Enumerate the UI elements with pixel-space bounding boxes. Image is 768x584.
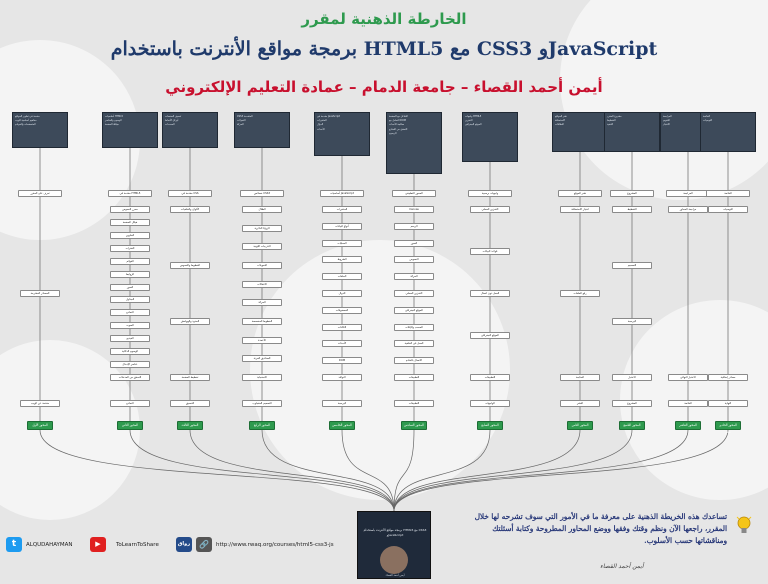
- section-label[interactable]: المحور الثامن: [567, 421, 593, 430]
- topic-node[interactable]: الظلال: [242, 206, 282, 213]
- topic-node[interactable]: التحقق من المدخلات: [110, 374, 150, 381]
- topic-node[interactable]: الاتصال بالخادم: [394, 357, 434, 364]
- instructor-photo: [380, 546, 408, 574]
- connector-line: [342, 430, 394, 511]
- end-node[interactable]: البرمجة: [322, 400, 362, 407]
- connector-line: [190, 430, 394, 511]
- topic-node[interactable]: الزوايا الدائرية: [242, 225, 282, 232]
- section-label[interactable]: المحور الثالث: [177, 421, 203, 430]
- course-card[interactable]: [357, 511, 431, 579]
- end-node[interactable]: التنسيق: [170, 400, 210, 407]
- lightbulb-icon: [736, 515, 752, 537]
- connector-line: [394, 430, 490, 511]
- topic-box[interactable]: [700, 112, 756, 152]
- topic-line: نشر المواقع: [555, 115, 567, 118]
- end-node[interactable]: المشروع: [612, 400, 652, 407]
- branch-node[interactable]: مقدمة في HTML5: [108, 190, 152, 197]
- topic-line: الموقع الجغرافي: [465, 123, 482, 127]
- section-label[interactable]: المحور الأول: [27, 421, 53, 430]
- topic-line: المتغيرات: [317, 119, 327, 123]
- topic-line: التوصيات: [703, 119, 713, 123]
- topic-node[interactable]: عناصر الإدخال: [110, 361, 150, 368]
- topic-line: المتصفحات والخوادم: [15, 123, 36, 127]
- topic-box[interactable]: [234, 112, 290, 148]
- topic-node[interactable]: التحويلات: [242, 262, 282, 269]
- topic-node[interactable]: DOM: [322, 357, 362, 364]
- topic-node[interactable]: النوافذ: [322, 374, 362, 381]
- topic-node[interactable]: الاستجابة: [242, 374, 282, 381]
- section-label[interactable]: المحور التاسع: [619, 421, 645, 430]
- branch-node[interactable]: الخاتمة: [706, 190, 750, 197]
- topic-node[interactable]: الحركة: [394, 273, 434, 280]
- topic-node[interactable]: العمل في الخلفية: [394, 340, 434, 347]
- connector-line: [394, 430, 688, 511]
- topic-node[interactable]: القوائم: [110, 258, 150, 265]
- topic-box[interactable]: [314, 112, 370, 156]
- branch-node[interactable]: المشروع: [610, 190, 654, 197]
- connector-line: [394, 430, 580, 511]
- topic-line: الاستضافة: [555, 119, 565, 123]
- topic-box[interactable]: [552, 112, 608, 152]
- connector-line: [40, 430, 394, 511]
- rwaq-label: رواق: [177, 541, 191, 547]
- topic-line: المراجعة: [663, 115, 672, 118]
- topic-node[interactable]: الصناديق المرنة: [242, 355, 282, 362]
- topic-node[interactable]: الشروط: [322, 256, 362, 263]
- section-label[interactable]: المحور العاشر: [675, 421, 701, 430]
- topic-node[interactable]: الجداول: [110, 296, 150, 303]
- title-green: الخارطة الذهنية لمقرر: [301, 10, 467, 28]
- course-card-title: برمجة مواقع الأنترنت باستخدام HTML5 مع CSS3 وJavaScript: [363, 528, 427, 537]
- topic-line: CSS3 المتقدمة: [237, 115, 253, 118]
- topic-node[interactable]: الخطوط المخصصة: [242, 318, 282, 325]
- topic-line: الاختبار: [663, 123, 670, 127]
- topic-node[interactable]: المتغيرات: [322, 206, 362, 213]
- topic-line: التحقق من النماذج: [389, 127, 408, 131]
- connector-line: [394, 430, 414, 511]
- topic-node[interactable]: الكائنات: [322, 324, 362, 331]
- topic-node[interactable]: الفيديو: [110, 335, 150, 342]
- topic-node[interactable]: التصميم: [612, 262, 652, 269]
- topic-line: واجهات HTML5: [465, 115, 482, 118]
- section-label[interactable]: المحور الرابع: [249, 421, 275, 430]
- author-line: أيمن أحمد القصاء – جامعة الدمام – عمادة التعليم الإلكتروني: [165, 78, 603, 96]
- topic-node[interactable]: المصادر المقترحة: [20, 290, 60, 297]
- topic-line: المحددات: [165, 123, 175, 127]
- topic-node[interactable]: النصوص: [394, 256, 434, 263]
- topic-line: مقدمة في تطوير المواقع: [15, 115, 40, 118]
- topic-box[interactable]: [162, 112, 218, 148]
- topic-node[interactable]: تخطيط الصفحة: [170, 374, 210, 381]
- topic-node[interactable]: الحدود والهوامش: [170, 318, 210, 325]
- topic-node[interactable]: الدوال: [322, 290, 362, 297]
- topic-line: تنسيق الصفحات: [165, 115, 182, 118]
- twitter-icon[interactable]: t: [6, 537, 22, 552]
- branch-node[interactable]: نشر الموقع: [558, 190, 602, 197]
- topic-box[interactable]: [12, 112, 68, 148]
- topic-line: مقدمة في JavaScript: [317, 115, 340, 118]
- course-url[interactable]: http://www.rwaq.org/courses/html5-css3-js: [216, 542, 334, 548]
- topic-line: التعامل مع DOM: [389, 119, 406, 123]
- branch-node[interactable]: خصائص CSS3: [240, 190, 284, 197]
- study-note: تساعدك هذه الخريطة الذهنية على معرفة ما في الأمور التي سوف تشرحه لها خلال المقرر، راجعها الآن ونظم وقتك وفقها ووضع المحاور المطروحة وكتابة أسئلتك ومناقشاتها حسب الأسلوب.: [474, 512, 727, 545]
- connector-line: [394, 430, 728, 511]
- topic-line: الرسوم: [389, 131, 397, 135]
- topic-node[interactable]: مراجعة المحاور: [668, 206, 708, 213]
- topic-node[interactable]: الأحداث: [322, 340, 362, 347]
- topic-line: أساسيات HTML5: [105, 115, 124, 118]
- topic-node[interactable]: النماذج: [110, 309, 150, 316]
- topic-node[interactable]: الاختبار النهائي: [668, 374, 708, 381]
- topic-node[interactable]: العمل دون اتصال: [470, 290, 510, 297]
- note-signature: أيمن أحمد القصاء: [600, 563, 644, 570]
- topic-node[interactable]: المتابعة: [560, 374, 600, 381]
- branch-node[interactable]: واجهات برمجية: [468, 190, 512, 197]
- topic-node[interactable]: الخطوط والنصوص: [170, 262, 210, 269]
- topic-node[interactable]: الفقرات: [110, 245, 150, 252]
- topic-node[interactable]: الألوان والخلفيات: [170, 206, 210, 213]
- topic-node[interactable]: التخطيط: [612, 206, 652, 213]
- topic-node[interactable]: الحركة: [242, 299, 282, 306]
- topic-line: الحركة: [237, 123, 244, 127]
- section-label[interactable]: المحور السابع: [477, 421, 503, 430]
- topic-node[interactable]: مصادر إضافية: [708, 374, 748, 381]
- topic-node[interactable]: الصوت: [110, 322, 150, 329]
- topic-node[interactable]: الصور: [394, 240, 434, 247]
- topic-line: الوسوم والعناصر: [105, 119, 122, 123]
- topic-box[interactable]: [462, 112, 518, 162]
- topic-node[interactable]: الرسم: [394, 223, 434, 230]
- topic-line: التخزين: [465, 119, 473, 123]
- branch-node[interactable]: المحور التطبيقي: [392, 190, 436, 197]
- youtube-label[interactable]: ToLearnToShare: [116, 542, 159, 548]
- topic-line: الدوال: [317, 123, 324, 127]
- topic-node[interactable]: الموقع الجغرافي: [470, 332, 510, 339]
- rwaq-logo[interactable]: [176, 537, 192, 552]
- end-node[interactable]: النهاية: [708, 400, 748, 407]
- topic-node[interactable]: التوصيات: [708, 206, 748, 213]
- end-node[interactable]: التطبيقات: [394, 400, 434, 407]
- topic-line: التقويم: [663, 119, 670, 123]
- topic-node[interactable]: التدرجات اللونية: [242, 243, 282, 250]
- connector-line: [262, 430, 394, 511]
- topic-node[interactable]: الروابط: [110, 271, 150, 278]
- topic-line: مفاهيم أساسية للويب: [15, 119, 37, 123]
- section-label[interactable]: المحور الخامس: [329, 421, 355, 430]
- end-node[interactable]: الواجهات: [470, 400, 510, 407]
- topic-line: مشروع المقرر: [607, 115, 622, 118]
- topic-line: الأحداث: [317, 127, 325, 131]
- topic-node[interactable]: هيكل الصفحة: [110, 219, 150, 226]
- topic-node[interactable]: محرر النصوص: [110, 206, 150, 213]
- section-label[interactable]: المحور الثاني: [117, 421, 143, 430]
- topic-box[interactable]: [102, 112, 158, 148]
- topic-node[interactable]: Canvas: [394, 206, 434, 213]
- topic-node[interactable]: التخزين المحلي: [394, 290, 434, 297]
- topic-node[interactable]: الانتقالات: [242, 281, 282, 288]
- topic-node[interactable]: الصور: [110, 284, 150, 291]
- topic-node[interactable]: التطبيقات: [470, 374, 510, 381]
- topic-node[interactable]: العناوين: [110, 232, 150, 239]
- topic-line: هيكلة الصفحة: [105, 123, 119, 127]
- twitter-handle[interactable]: ALQUDAHAYMAN: [26, 542, 73, 548]
- topic-node[interactable]: رفع الملفات: [560, 290, 600, 297]
- topic-line: أوراق الأنماط: [165, 119, 179, 123]
- topic-box[interactable]: [386, 112, 442, 174]
- topic-node[interactable]: الموقع الجغرافي: [394, 307, 434, 314]
- topic-node[interactable]: التطبيقات: [394, 374, 434, 381]
- section-label[interactable]: المحور السادس: [401, 421, 427, 430]
- topic-node[interactable]: الأعمدة: [242, 337, 282, 344]
- topic-node[interactable]: أنواع البيانات: [322, 223, 362, 230]
- topic-node[interactable]: السحب والإفلات: [394, 324, 434, 331]
- topic-line: التفاعل مع الصفحة: [389, 115, 408, 118]
- youtube-icon[interactable]: ▶: [90, 537, 106, 552]
- topic-line: التحولات: [237, 119, 246, 123]
- topic-node[interactable]: الحلقات: [322, 273, 362, 280]
- topic-node[interactable]: اختيار الاستضافة: [560, 206, 600, 213]
- end-node[interactable]: مقدمة عن الويب: [20, 400, 60, 407]
- topic-line: معالجة الأحداث: [389, 123, 405, 127]
- topic-line: التخطيط: [607, 119, 616, 123]
- topic-node[interactable]: قواعد البيانات: [470, 248, 510, 255]
- branch-node[interactable]: مقدمة في CSS: [168, 190, 212, 197]
- topic-node[interactable]: البرمجة: [612, 318, 652, 325]
- topic-node[interactable]: الاختبار: [612, 374, 652, 381]
- instructor-name: أيمن أحمد القصاء: [385, 574, 405, 577]
- end-node[interactable]: التصميم المتجاوب: [242, 400, 282, 407]
- topic-line: الخاتمة: [703, 115, 710, 118]
- page-title: برمجة مواقع الأنترنت باستخدام HTML5 مع CSS3 وJavaScript: [110, 38, 658, 60]
- topic-node[interactable]: التخزين المحلي: [470, 206, 510, 213]
- topic-node[interactable]: العمليات: [322, 240, 362, 247]
- branch-node[interactable]: تعرف على المقرر: [18, 190, 62, 197]
- topic-box[interactable]: [604, 112, 660, 152]
- topic-line: النطاقات: [555, 123, 564, 127]
- link-icon: 🔗: [196, 537, 212, 552]
- section-label[interactable]: المحور الحادي عشر: [715, 421, 741, 430]
- end-node[interactable]: الخاتمة: [668, 400, 708, 407]
- branch-node[interactable]: المراجعة: [666, 190, 710, 197]
- end-node[interactable]: النشر: [560, 400, 600, 407]
- topic-node[interactable]: المصفوفات: [322, 307, 362, 314]
- end-node[interactable]: النماذج: [110, 400, 150, 407]
- topic-node[interactable]: الوسوم الدلالية: [110, 348, 150, 355]
- branch-node[interactable]: أساسيات JavaScript: [320, 190, 364, 197]
- topic-line: التنفيذ: [607, 123, 614, 127]
